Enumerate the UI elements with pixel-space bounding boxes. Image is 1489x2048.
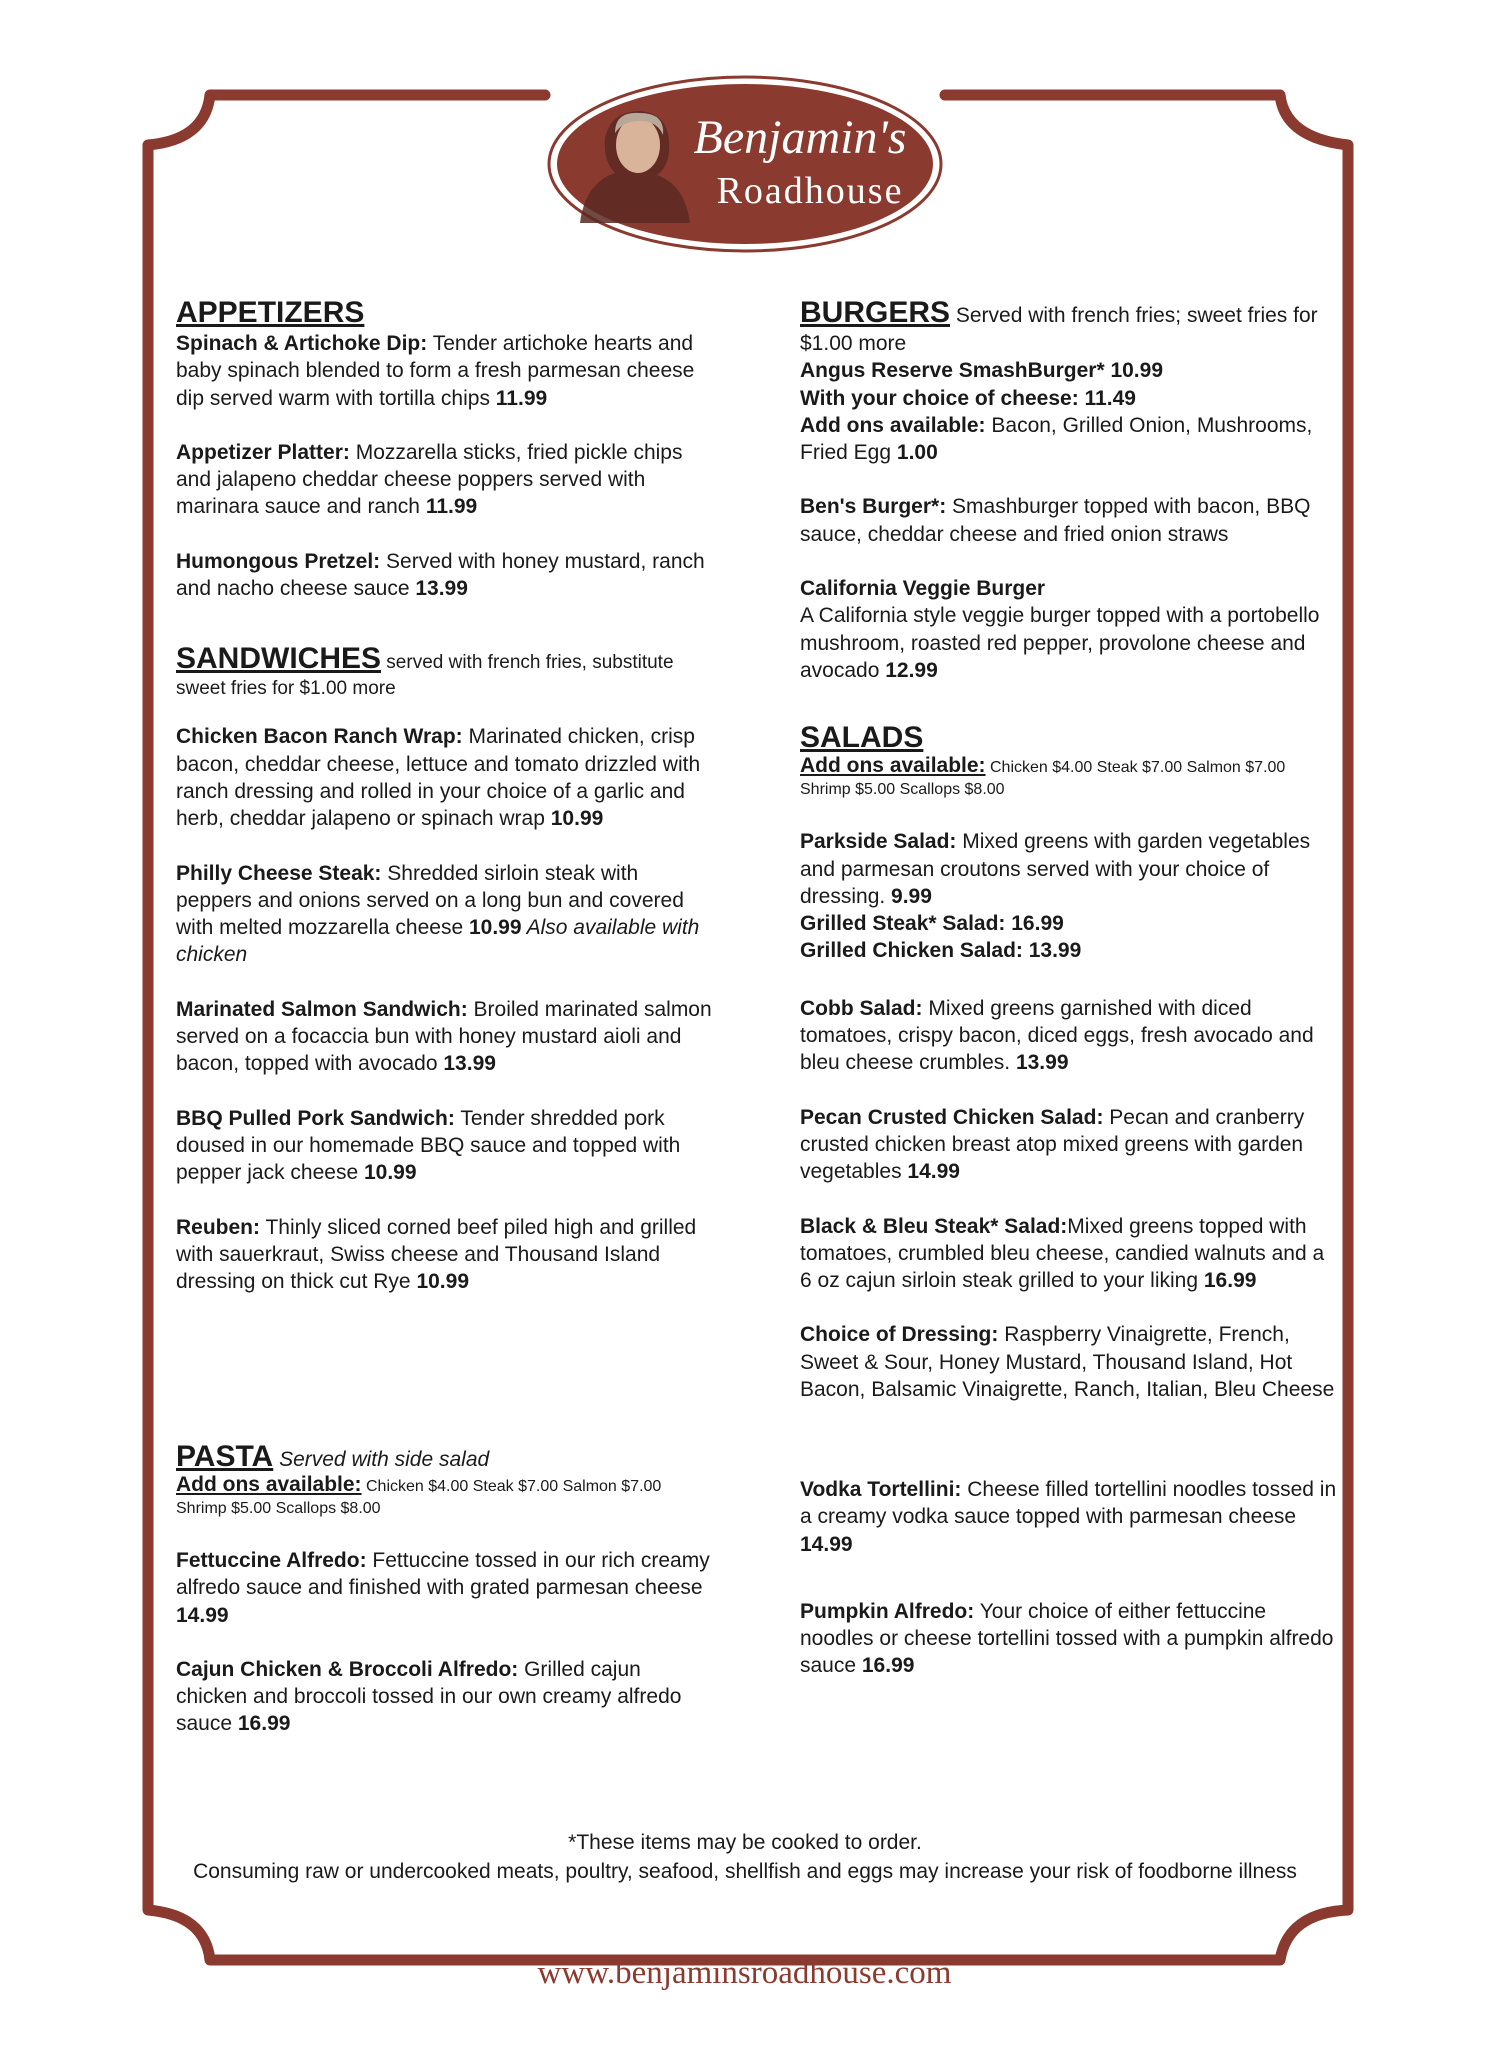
item-desc: Mixed greens topped with tomatoes, crumbled bleu cheese, candied walnuts and a 6 oz cajun sirloin steak grilled to your liking — [800, 1214, 1325, 1293]
item-price: 16.99 — [1203, 1269, 1257, 1293]
item-desc: Tender artichoke hearts and baby spinach blended to form a fresh parmesan cheese dip served warm with tortilla chips — [176, 332, 695, 410]
right-column — [800, 296, 1340, 1403]
addons-text: Chicken $4.00 Steak $7.00 Salmon $7.00 Shrimp $5.00 Scallops $8.00 — [800, 759, 1286, 799]
pasta-heading: PASTA — [176, 1440, 274, 1473]
menu-item — [800, 1321, 1340, 1403]
item-desc: Shredded sirloin steak with peppers and onions served on a long bun and covered with melted mozzarella cheese — [176, 861, 684, 940]
item-name: Vodka Tortellini: — [800, 1478, 962, 1501]
menu-item — [176, 1547, 716, 1629]
menu-item — [176, 548, 716, 603]
item-desc: Mixed greens garnished with diced tomatoes, crispy bacon, diced eggs, fresh avocado and bleu cheese crumbles. — [800, 996, 1314, 1075]
item-price: 14.99 — [176, 1603, 229, 1627]
burgers-heading: BURGERS — [800, 296, 951, 329]
item-price: 11.99 — [495, 386, 548, 410]
menu-item — [800, 493, 1340, 548]
item-desc: A California style veggie burger topped with a portobello mushroom, roasted red pepper, provolone cheese and avocado — [800, 604, 1320, 682]
item-desc: Broiled marinated salmon served on a focaccia bun with honey mustard aioli and bacon, topped with avocado — [176, 997, 712, 1076]
item-name: Ben's Burger*: — [800, 495, 947, 519]
menu-item — [176, 860, 716, 969]
item-name: Pecan Crusted Chicken Salad: — [800, 1105, 1104, 1129]
item-name: Parkside Salad: — [800, 830, 957, 854]
item-extra: Also available with chicken — [176, 916, 700, 967]
item-price: 14.99 — [800, 1532, 853, 1556]
salads-heading: SALADS — [800, 721, 924, 755]
item-desc: Thinly sliced corned beef piled high and grilled with sauerkraut, Swiss cheese and Thousand Island dressing on thick cut Rye — [176, 1215, 697, 1294]
item-name: Cajun Chicken & Broccoli Alfredo: — [176, 1657, 519, 1681]
item-price: 12.99 — [885, 658, 938, 682]
pasta-note: Served with side salad — [273, 1448, 490, 1471]
item-desc: Served with honey mustard, ranch and nacho cheese sauce — [176, 549, 705, 601]
item-name: Cobb Salad: — [800, 996, 923, 1020]
menu-item — [800, 1598, 1340, 1680]
addons-text: Chicken $4.00 Steak $7.00 Salmon $7.00 Shrimp $5.00 Scallops $8.00 — [176, 1478, 662, 1517]
burgers-note: Served with french fries; sweet fries for $1.00 more — [800, 304, 1318, 355]
item-name: Spinach & Artichoke Dip: — [176, 332, 428, 355]
menu-item — [176, 996, 716, 1078]
pasta-addons — [176, 1474, 716, 1520]
pasta-header — [176, 1440, 716, 1474]
menu-item — [800, 828, 1340, 910]
item-desc: Cheese filled tortellini noodles tossed in a creamy vodka sauce topped with parmesan cheese — [800, 1478, 1337, 1529]
item-price: 10.99 — [550, 807, 604, 831]
item-name: Reuben: — [176, 1215, 260, 1239]
item-name: Chicken Bacon Ranch Wrap: — [176, 725, 463, 749]
item-price: 9.99 — [891, 884, 932, 908]
salad-addons — [800, 755, 1340, 801]
menu-item — [800, 1476, 1340, 1558]
item-name: Pumpkin Alfredo: — [800, 1599, 975, 1623]
item-desc: Mozzarella sticks, fried pickle chips and jalapeno cheddar cheese poppers served with marinara sauce and ranch — [176, 440, 683, 519]
burgers-header — [800, 296, 1340, 357]
menu-item — [800, 575, 1340, 684]
left-column — [176, 296, 716, 1295]
addons-text: Bacon, Grilled Onion, Mushrooms, Fried Egg — [800, 413, 1313, 465]
item-name: California Veggie Burger — [800, 577, 1046, 601]
menu-item — [800, 1104, 1340, 1186]
item-desc: Raspberry Vinaigrette, French, Sweet & Sour, Honey Mustard, Thousand Island, Hot Bacon, Balsamic Vinaigrette, Ranch, Italian, Bleu Cheese — [800, 1323, 1335, 1402]
item-name: Black & Bleu Steak* Salad: — [800, 1214, 1068, 1238]
item-desc: Pecan and cranberry crusted chicken breast atop mixed greens with garden vegetables — [800, 1105, 1305, 1184]
item-desc: Grilled cajun chicken and broccoli tossed in our own creamy alfredo sauce — [176, 1657, 682, 1736]
item-price: 13.99 — [1015, 1051, 1069, 1075]
menu-item — [176, 723, 716, 832]
item-name: Marinated Salmon Sandwich: — [176, 997, 468, 1021]
website-link[interactable]: www.benjaminsroadhouse.com — [537, 1955, 952, 1991]
item-name: Humongous Pretzel: — [176, 549, 381, 573]
restaurant-logo — [545, 73, 945, 255]
item-name: Philly Cheese Steak: — [176, 861, 382, 885]
item-price: 10.99 — [416, 1270, 470, 1294]
item-desc: Mixed greens with garden vegetables and parmesan croutons served with your choice of dressing. — [800, 830, 1311, 908]
item-desc: Tender shredded pork doused in our homemade BBQ sauce and topped with pepper jack cheese — [176, 1106, 681, 1185]
pasta-section — [176, 1440, 716, 1738]
menu-item — [176, 330, 716, 412]
item-desc: Smashburger topped with bacon, BBQ sauce, cheddar cheese and fried onion straws — [800, 495, 1311, 546]
item-desc: Your choice of either fettuccine noodles or cheese tortellini tossed with a pumpkin alfredo sauce — [800, 1599, 1334, 1678]
item-price: 16.99 — [861, 1654, 915, 1678]
item-price: 10.99 — [363, 1161, 417, 1185]
item-price: 10.99 — [468, 916, 522, 940]
item-price: 13.99 — [443, 1052, 496, 1076]
item-price: 13.99 — [415, 577, 468, 601]
item-desc: Fettuccine tossed in our rich creamy alfredo sauce and finished with grated parmesan cheese — [176, 1549, 710, 1600]
item-price: 14.99 — [907, 1160, 960, 1184]
cooked-to-order-note: *These items may be cooked to order. — [568, 1831, 922, 1854]
angus-burger: Angus Reserve SmashBurger* 10.99 — [800, 359, 1163, 383]
item-desc: Marinated chicken, crisp bacon, cheddar cheese, lettuce and tomato drizzled with ranch dressing and rolled in your choice of a garlic and herb, cheddar jalapeno or spinach wrap — [176, 725, 701, 831]
item-name: Appetizer Platter: — [176, 440, 350, 464]
item-name: BBQ Pulled Pork Sandwich: — [176, 1106, 455, 1130]
grilled-chicken-salad: Grilled Chicken Salad: 13.99 — [800, 939, 1082, 963]
addons-label: Add ons available: — [800, 413, 986, 437]
addons-label: Add ons available: — [800, 754, 986, 778]
addons-label: Add ons available: — [176, 1473, 362, 1496]
logo-line-1: Benjamin's — [693, 111, 907, 164]
menu-item — [176, 1656, 716, 1738]
menu-item — [176, 1105, 716, 1187]
sandwiches-note: served with french fries, substitute sweet fries for $1.00 more — [176, 652, 674, 700]
pasta-section-right — [800, 1476, 1340, 1680]
grilled-steak-salad: Grilled Steak* Salad: 16.99 — [800, 912, 1064, 936]
health-warning: Consuming raw or undercooked meats, poultry, seafood, shellfish and eggs may increase your risk of foodborne illness — [193, 1860, 1297, 1883]
item-price: 11.99 — [425, 495, 478, 519]
item-price: 16.99 — [237, 1712, 291, 1736]
menu-item — [176, 439, 716, 521]
menu-item — [800, 1213, 1340, 1295]
menu-item — [800, 995, 1340, 1077]
logo-line-2: Roadhouse — [716, 170, 904, 212]
item-name: Choice of Dressing: — [800, 1323, 999, 1347]
addons-price: 1.00 — [896, 441, 938, 465]
sandwiches-heading: SANDWICHES — [176, 642, 382, 676]
burger-addons — [800, 412, 1340, 467]
item-name: Fettuccine Alfredo: — [176, 1549, 367, 1572]
appetizers-heading: APPETIZERS — [176, 296, 365, 329]
menu-item — [176, 1214, 716, 1296]
sandwiches-header — [176, 642, 716, 701]
angus-cheese-option: With your choice of cheese: 11.49 — [800, 386, 1136, 410]
